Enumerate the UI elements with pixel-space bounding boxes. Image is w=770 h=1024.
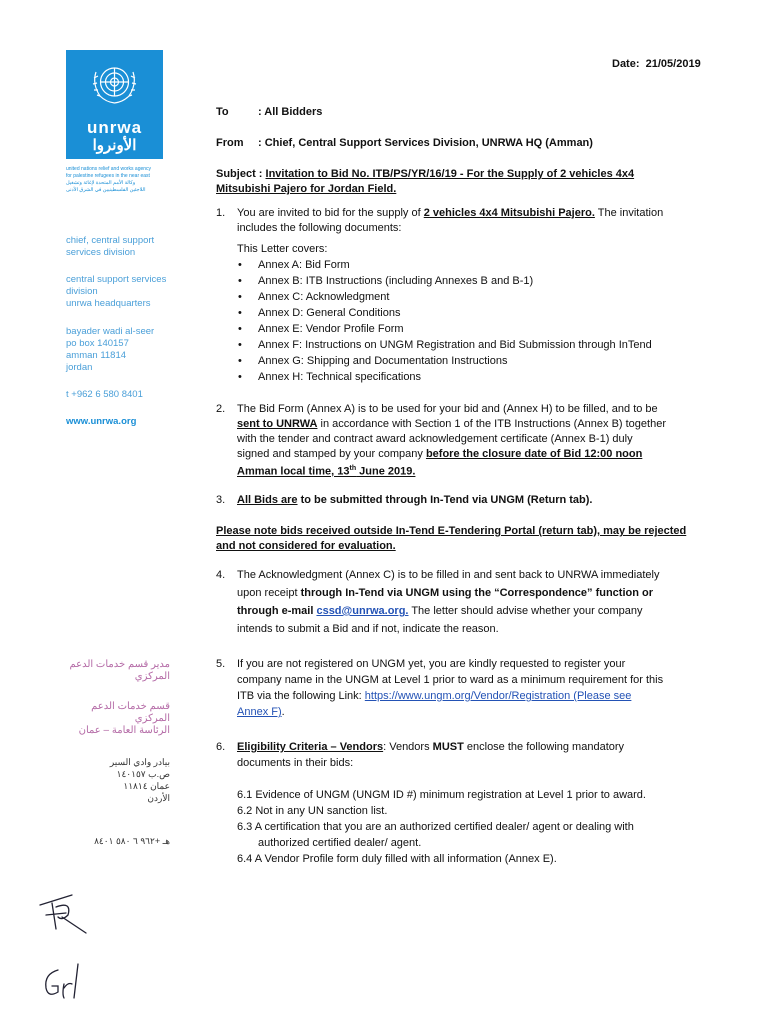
annex-item: • Annex B: ITB Instructions (including Annexes B and B-1) [258, 273, 533, 289]
sidebar-ar-phone: هـ +٩٦٢ ٦ ٥٨٠ ٨٤٠١ [94, 836, 170, 846]
item-2-line-5: Amman local time, 13th June 2019. [237, 465, 416, 478]
ungm-registration-link[interactable]: https://www.ungm.org/Vendor/Registration (Please see [364, 690, 632, 702]
subject-line-2: Mitsubishi Pajero for Jordan Field. [216, 183, 397, 195]
from-label: From [216, 137, 244, 149]
handwritten-initials-icon [32, 885, 102, 945]
sidebar-address: bayader wadi al-seer po box 140157 amman 11814 jordan [66, 326, 155, 373]
item-3-line: All Bids are to be submitted through In-Tend via UNGM (Return tab). [237, 494, 593, 506]
criteria-item: 6.2 Not in any UN sanction list. [237, 805, 388, 817]
item-6-line-1: Eligibility Criteria – Vendors: Vendors MUST enclose the following mandatory [237, 741, 625, 753]
item-1-line-2: includes the following documents: [237, 222, 402, 234]
item-4-number: 4. [216, 569, 226, 581]
item-4-line-3: through e-mail cssd@unrwa.org. The letter should advise whether your company [237, 605, 643, 617]
handwritten-signature-icon [40, 958, 90, 1006]
subject-line-1: Subject : Invitation to Bid No. ITB/PS/YR/16/19 - For the Supply of 2 vehicles 4x4 [216, 168, 635, 180]
annex-item: • Annex D: General Conditions [258, 305, 400, 321]
sidebar-ar-address: بيادر وادي السير ص.ب ١٤٠١٥٧ عمان ١١٨١٤ الأردن [109, 757, 170, 803]
annex-item: • Annex A: Bid Form [258, 257, 350, 273]
to-value: : All Bidders [258, 106, 323, 118]
date: Date: 21/05/2019 [612, 58, 701, 70]
unrwa-logo [66, 50, 163, 159]
to-label: To [216, 106, 229, 118]
criteria-item: 6.3 A certification that you are an authorized certified dealer/ agent or dealing with [237, 821, 634, 833]
sidebar-phone: t +962 6 580 8401 [66, 389, 143, 400]
item-6-line-2: documents in their bids: [237, 757, 354, 769]
sidebar-ar-title: مدير قسم خدمات الدعم المركزي [69, 659, 170, 682]
annex-item: • Annex G: Shipping and Documentation Instructions [258, 353, 507, 369]
item-2-line-2: sent to UNRWA in accordance with Section 1 of the ITB Instructions (Annex B) together [237, 418, 666, 430]
item-2-line-4: signed and stamped by your company before the closure date of Bid 12:00 noon [237, 448, 643, 460]
sidebar-web: www.unrwa.org [66, 416, 137, 427]
item-3-number: 3. [216, 494, 226, 506]
criteria-item: 6.4 A Vendor Profile form duly filled with all information (Annex E). [237, 853, 557, 865]
criteria-item: 6.1 Evidence of UNGM (UNGM ID #) minimum registration at Level 1 prior to award. [237, 789, 646, 801]
sidebar-dept: chief, central support services division [66, 235, 155, 258]
item-1-number: 1. [216, 207, 226, 219]
logo-name-en: unrwa [86, 118, 143, 137]
item-1-line-1: You are invited to bid for the supply of 2 vehicles 4x4 Mitsubishi Pajero. The invitation [237, 207, 664, 219]
item-4-line-1: The Acknowledgment (Annex C) is to be filled in and sent back to UNRWA immediately [237, 569, 660, 581]
logo-name-ar: الأونروا [92, 137, 137, 154]
item-5-line-3: ITB via the following Link: https://www.ungm.org/Vendor/Registration (Please see [237, 690, 632, 702]
item-5-line-2: company name in the UNGM at Level 1 prior to ward as a minimum requirement for this [237, 674, 664, 686]
item-2-line-1: The Bid Form (Annex A) is to be used for your bid and (Annex H) to be filled, and to be [237, 403, 658, 415]
email-link[interactable]: cssd@unrwa.org. [316, 605, 409, 617]
item-2-line-3: with the tender and contract award acknowledgement certificate (Annex B-1) duly [237, 433, 633, 445]
annex-item: • Annex E: Vendor Profile Form [258, 321, 404, 337]
note-line-2: and not considered for evaluation. [216, 540, 396, 552]
item-5-number: 5. [216, 658, 226, 670]
annex-item: • Annex H: Technical specifications [258, 369, 421, 385]
annex-f-link[interactable]: Annex F) [237, 706, 282, 718]
annex-item: • Annex C: Acknowledgment [258, 289, 389, 305]
criteria-item: authorized certified dealer/ agent. [258, 837, 422, 849]
item-2-number: 2. [216, 403, 226, 415]
item-6-number: 6. [216, 741, 226, 753]
sidebar-division: central support services division unrwa headquarters [66, 274, 167, 309]
note-line-1: Please note bids received outside In-Tend E-Tendering Portal (return tab), may be rejected [216, 525, 687, 537]
letter-covers: This Letter covers: [237, 243, 328, 255]
item-4-line-4: intends to submit a Bid and if not, indicate the reason. [237, 623, 499, 635]
sidebar-ar-division: قسم خدمات الدعم المركزي الرئاسة العامة – عمان [78, 701, 170, 736]
agency-tagline: united nations relief and works agency for palestine refugees in the near east وكالة الأمم المتحدة لإغاثة وتشغيل اللاجئين الفلسطينيين في الشرق الأدنى [66, 166, 152, 193]
annex-item: • Annex F: Instructions on UNGM Registration and Bid Submission through InTend [258, 337, 652, 353]
from-value: : Chief, Central Support Services Division, UNRWA HQ (Amman) [258, 137, 593, 149]
item-5-line-4: Annex F). [237, 706, 285, 718]
item-5-line-1: If you are not registered on UNGM yet, you are kindly requested to register your [237, 658, 626, 670]
item-4-line-2: upon receipt through In-Tend via UNGM using the “Correspondence” function or [237, 587, 654, 599]
